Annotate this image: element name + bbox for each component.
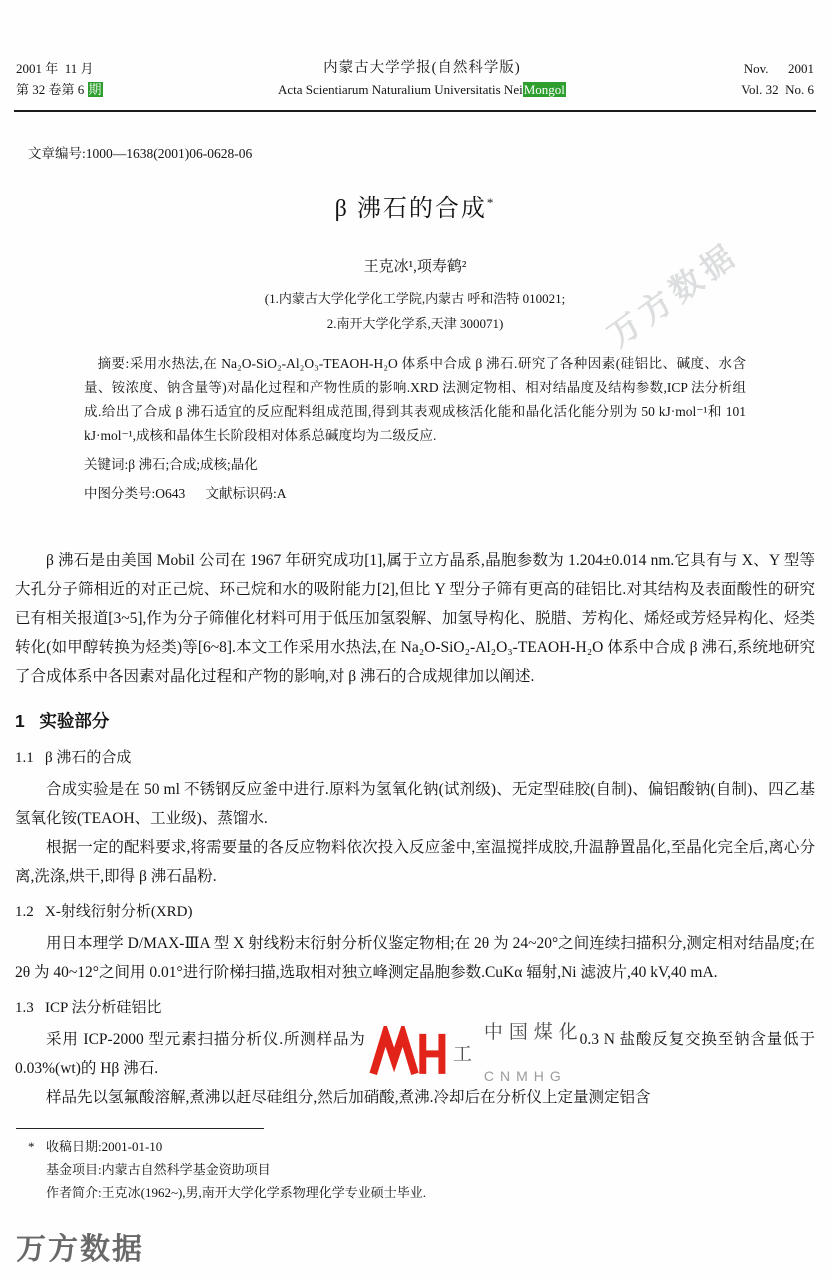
header-rule — [14, 110, 816, 112]
main-text — [15, 546, 815, 1112]
journal-title-en — [278, 79, 566, 100]
header-center-block — [278, 58, 566, 100]
footnote-star: * — [28, 1139, 35, 1154]
icp-text-before-logo: 采用 ICP-2000 型元素扫描分析仪.所测样品为 — [46, 1031, 366, 1048]
diagonal-watermark: 万方数据 — [601, 235, 746, 354]
section-1-3-paragraph-1 — [15, 1022, 815, 1084]
journal-title-en-text: Acta Scientiarum Naturalium Universitatis Nei — [277, 82, 523, 97]
affiliation-line-1: (1.内蒙古大学化学化工学院,内蒙古 呼和浩特 010021; — [264, 291, 566, 306]
journal-date-en: Nov. 2001 — [743, 61, 814, 76]
affiliations-block — [0, 286, 830, 336]
fund-line: 基金项目:内蒙古自然科学基金资助项目 — [46, 1162, 271, 1177]
header-right-block — [741, 58, 814, 100]
issue-highlight: 期 — [88, 82, 102, 97]
journal-issue-cn — [16, 79, 103, 100]
section-1-2-paragraph-1: 用日本理学 D/MAX-ⅢA 型 X 射线粉末衍射分析仪鉴定物相;在 2θ 为 24~20°之间连续扫描积分,测定相对结晶度;在 2θ 为 40~12°之间用 0.01°进行阶梯扫描,选取相对独立峰测定晶胞参数.CuKα 辐射,Ni 滤波片,40 kV,40 mA. — [15, 935, 815, 981]
received-date-text: 收稿日期:2001-01-10 — [46, 1139, 163, 1154]
section-1-1-paragraph-2: 根据一定的配料要求,将需要量的各反应物料依次投入反应釜中,室温搅拌成胶,升温静置晶化,至晶化完全后,离心分离,洗涤,烘干,即得 β 沸石晶粉. — [15, 839, 815, 885]
bio-line: 作者简介:王克冰(1962~),男,南开大学化学系物理化学专业硕士毕业. — [46, 1185, 427, 1200]
section-1-1-paragraph-1: 合成实验是在 50 ml 不锈钢反应釜中进行.原料为氢氧化钠(试剂级)、无定型硅胶(自制)、偏铝酸钠(自制)、四乙基氢氧化铵(TEAOH、工业级)、蒸馏水. — [15, 781, 815, 827]
logo-anchor — [366, 1022, 580, 1084]
footnotes-block — [16, 1135, 814, 1204]
keywords-line: 关键词:β 沸石;合成;成核;晶化 — [84, 457, 258, 472]
authors-line: 王克冰¹,项寿鹤² — [363, 259, 467, 275]
journal-issue-cn-text: 第 32 卷第 6 — [16, 82, 88, 97]
journal-date-cn: 2001 年 11 月 — [16, 61, 94, 76]
paper-title-text: β 沸石的合成 — [334, 196, 487, 222]
mongol-highlight: Mongol — [523, 82, 565, 97]
section-1-heading: 1 实验部分 — [15, 711, 110, 731]
section-1-3-heading: 1.3 ICP 法分析硅铝比 — [15, 1000, 162, 1016]
coal-chem-en-text: CNMHG — [483, 1067, 567, 1084]
clc-line: 中图分类号:O643 文献标识码:A — [84, 486, 287, 501]
abstract-paragraph: 摘要:采用水热法,在 Na₂O-SiO₂-Al₂O₃-TEAOH-H₂O 体系中合成 β 沸石.研究了各种因素(硅铝比、碱度、水含量、铵浓度、钠含量等)对晶化过程和产物性质的影响.XRD 法测定物相、相对结晶度及结构参数,ICP 法分析组成.给出了合成 β 沸石适宜的反应配料组成范围,得到其表观成核活化能和晶化活化能分别为 50 kJ·mol⁻¹和 101 kJ·mol⁻¹,成核和晶体生长阶段相对体系总碱度均为二级反应. — [84, 356, 746, 443]
footnote-rule — [16, 1128, 264, 1129]
section-1-2-heading: 1.2 X-射线衍射分析(XRD) — [15, 904, 193, 920]
affiliation-line-2: 2.南开大学化学系,天津 300071) — [326, 316, 504, 331]
received-date-line — [16, 1135, 814, 1158]
section-1-1-heading: 1.1 β 沸石的合成 — [15, 750, 132, 766]
header-left-block — [16, 58, 103, 100]
coal-chem-logo-icon — [368, 1026, 446, 1080]
title-footnote-marker: * — [486, 195, 496, 210]
journal-header — [0, 0, 830, 100]
journal-title-cn: 内蒙古大学学报(自然科学版) — [323, 60, 521, 76]
journal-issue-en: Vol. 32 No. 6 — [741, 82, 814, 97]
icp-text-after-logo: 0.3 N 盐酸反复交换至钠含量低于 0.03%(wt)的 Hβ 沸石. — [15, 1031, 815, 1077]
paper-title — [0, 188, 830, 223]
coal-chem-watermark — [368, 1024, 580, 1082]
section-1-3-paragraph-2: 样品先以氢氟酸溶解,煮沸以赶尽硅组分,然后加硝酸,煮沸.冷却后在分析仪上定量测定铝含 — [46, 1089, 651, 1106]
coal-chem-logo-texts — [453, 1022, 580, 1084]
intro-paragraph: β 沸石是由美国 Mobil 公司在 1967 年研究成功[1],属于立方晶系,晶胞参数为 1.204±0.014 nm.它具有与 X、Y 型等大孔分子筛相近的对正己烷、环己烷和水的吸附能力[2],但比 Y 型分子筛有更高的硅铝比.对其结构及表面酸性的研究已有相关报道[3~5],作为分子筛催化材料可用于低压加氢裂解、加氢导构化、脱腊、芳构化、烯烃或芳烃异构化、烃类转化(如甲醇转换为烃类)等[6~8].本文工作采用水热法,在 Na₂O-SiO₂-Al₂O₃-TEAOH-H₂O 体系中合成 β 沸石,系统地研究了合成体系中各因素对晶化过程和产物的影响,对 β 沸石的合成规律加以阐述. — [15, 552, 815, 685]
abstract-block — [84, 352, 746, 506]
article-number: 文章编号:1000—1638(2001)06-0628-06 — [28, 146, 253, 161]
wanfang-watermark: 万方数据 — [16, 1233, 144, 1266]
coal-chem-cn-text: 中国煤化工 — [452, 1022, 580, 1065]
